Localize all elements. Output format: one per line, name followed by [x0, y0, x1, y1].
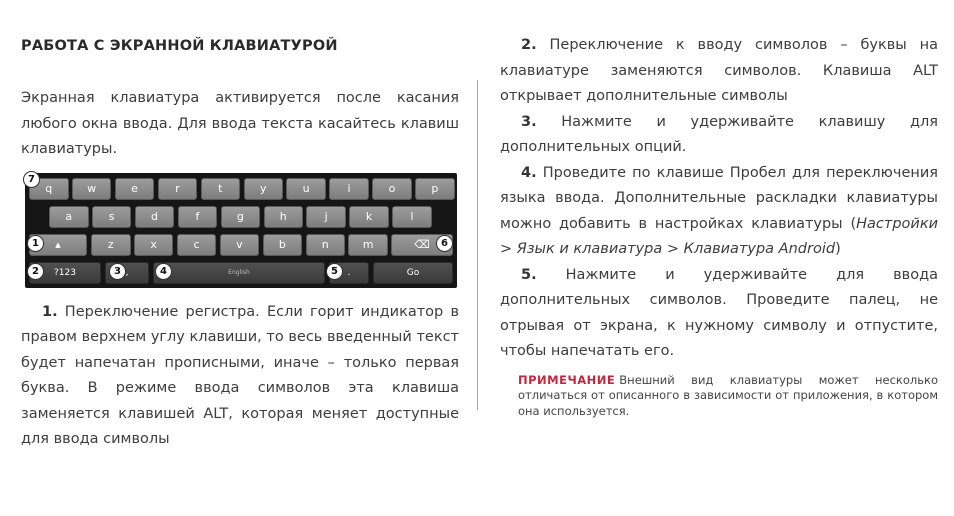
key-p: p [415, 178, 455, 200]
key-s: s [92, 206, 132, 228]
key-d: d [135, 206, 175, 228]
item-4-text-a: Проведите по клавише Пробел для переключения языка ввода. Дополнительные раскладки клавиатуры можно добавить в настройках клавиатуры ( [500, 164, 938, 232]
go-key: Go [373, 262, 453, 284]
key-u: u [286, 178, 326, 200]
item-3 [500, 110, 938, 161]
key-x: x [134, 234, 174, 256]
key-n: n [306, 234, 346, 256]
item-3-number: 3. [521, 113, 537, 130]
note-text: Внешний вид клавиатуры может несколько отличаться от описанного в зависимости от приложения, в котором она используется. [518, 372, 938, 418]
note [500, 373, 938, 420]
key-j: j [306, 206, 346, 228]
right-column [500, 33, 938, 431]
item-1-text: Переключение регистра. Если горит индикатор в правом верхнем углу клавиши, то весь введенный текст будет напечатан прописными, иначе – только первая буква. В режиме ввода символов эта клавиша заменяется клавишей ALT, которая меняет доступные для ввода символы [21, 303, 459, 447]
item-5-text: Нажмите и удерживайте для ввода дополнительных символов. Проведите палец, не отрывая от экрана, к нужному символу и отпустите, чтобы напечатать его. [500, 266, 938, 359]
item-3-text: Нажмите и удерживайте клавишу для дополнительных опций. [500, 113, 938, 155]
comma-key: , [105, 262, 149, 284]
key-a: a [49, 206, 89, 228]
item-5 [500, 263, 938, 365]
key-e: e [115, 178, 155, 200]
left-column [21, 33, 459, 453]
callout-badge-3: 3 [109, 263, 126, 280]
key-v: v [220, 234, 260, 256]
item-4-text-b: ) [835, 241, 841, 257]
callout-badge-2: 2 [27, 263, 44, 280]
space-key: English [153, 262, 325, 284]
key-o: o [372, 178, 412, 200]
callout-badge-6: 6 [436, 235, 453, 252]
key-f: f [178, 206, 218, 228]
key-k: k [349, 206, 389, 228]
key-b: b [263, 234, 303, 256]
keyboard-illustration [25, 173, 457, 288]
backspace-key: ⌫ [391, 234, 453, 256]
item-2-text: Переключение к вводу символов – буквы на клавиатуре заменяются символов. Клавиша ALT открывает дополнительные символы [500, 37, 938, 104]
key-t: t [201, 178, 241, 200]
item-4-number: 4. [521, 164, 537, 181]
key-h: h [264, 206, 304, 228]
key-g: g [221, 206, 261, 228]
period-key: . [329, 262, 369, 284]
key-y: y [244, 178, 284, 200]
item-2 [500, 33, 938, 110]
intro-paragraph: Экранная клавиатура активируется после касания любого окна ввода. Для ввода текста касайтесь клавиш клавиатуры. [21, 90, 459, 157]
key-r: r [158, 178, 198, 200]
settings-path: Настройки > Язык и клавиатура > Клавиатура Android [500, 215, 938, 257]
item-1-number: 1. [42, 303, 58, 320]
section-title: РАБОТА С ЭКРАННОЙ КЛАВИАТУРОЙ [21, 38, 338, 54]
key-z: z [91, 234, 131, 256]
item-4 [500, 161, 938, 263]
callout-badge-7: 7 [23, 171, 40, 188]
key-m: m [348, 234, 388, 256]
shift-key: ▴ [29, 234, 87, 256]
symbols-key: ?123 [29, 262, 101, 284]
note-label: ПРИМЕЧАНИЕ [518, 372, 616, 387]
key-q: q [29, 178, 69, 200]
column-divider [477, 80, 478, 410]
key-w: w [72, 178, 112, 200]
item-2-number: 2. [521, 37, 537, 53]
item-1 [21, 300, 459, 453]
key-l: l [392, 206, 432, 228]
callout-badge-1: 1 [27, 235, 44, 252]
key-c: c [177, 234, 217, 256]
callout-badge-5: 5 [326, 263, 343, 280]
key-i: i [329, 178, 369, 200]
callout-badge-4: 4 [155, 263, 172, 280]
item-5-number: 5. [521, 266, 537, 283]
